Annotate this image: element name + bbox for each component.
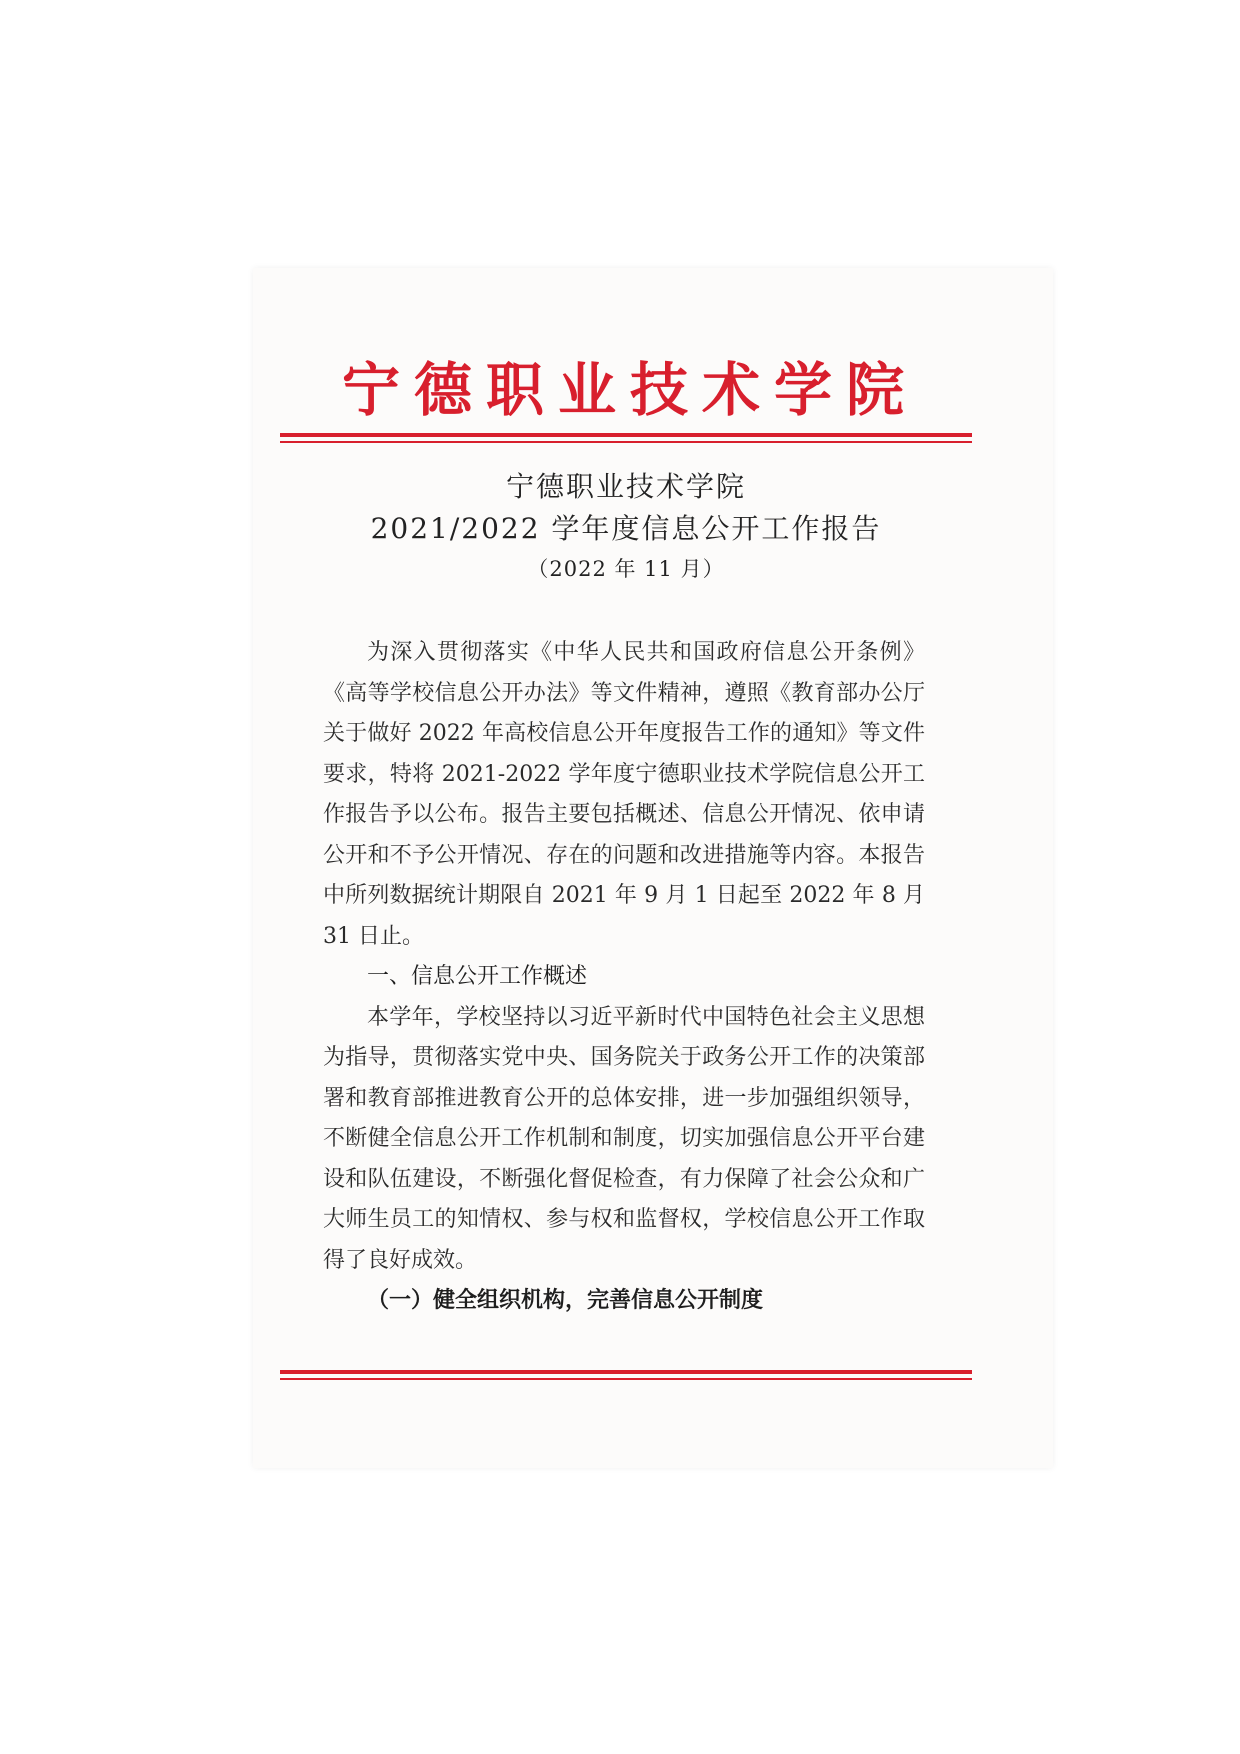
document-body [323, 633, 925, 1322]
letterhead-institution-name: 宁德职业技术学院 [341, 356, 918, 424]
document-date: （2022 年 11 月） [527, 557, 725, 581]
footer-rule-thick-line [280, 1370, 972, 1374]
footer-red-rule [280, 1370, 972, 1380]
footer-rule-thin-line [280, 1378, 972, 1380]
red-rule-thick-line [280, 433, 972, 437]
section-1-paragraph: 本学年，学校坚持以习近平新时代中国特色社会主义思想为指导，贯彻落实党中央、国务院关于政务公开工作的决策部署和教育部推进教育公开的总体安排，进一步加强组织领导，不断健全信息公开工作机制和制度，切实加强信息公开平台建设和队伍建设，不断强化督促检查，有力保障了社会公众和广大师生员工的知情权、参与权和监督权，学校信息公开工作取得了良好成效。 [323, 1004, 925, 1273]
document-title-institution: 宁德职业技术学院 [505, 470, 746, 503]
red-rule-thin-line [280, 441, 972, 443]
letterhead-red-rule [280, 433, 972, 443]
document-title-report: 2021/2022 学年度信息公开工作报告 [370, 512, 882, 545]
section-1-heading: 一、信息公开工作概述 [367, 964, 588, 989]
subsection-1-heading: （一）健全组织机构，完善信息公开制度 [367, 1288, 764, 1313]
intro-paragraph: 为深入贯彻落实《中华人民共和国政府信息公开条例》《高等学校信息公开办法》等文件精神，遵照《教育部办公厅关于做好 2022 年高校信息公开年度报告工作的通知》等文件要求，特将 2021-2022 学年度宁德职业技术学院信息公开工作报告予以公布。报告主要包括概述、信息公开情况、依申请公开和不予公开情况、存在的问题和改进措施等内容。本报告中所列数据统计期限自 2021 年 9 月 1 日起至 2022 年 8 月 31 日止。 [323, 640, 925, 949]
